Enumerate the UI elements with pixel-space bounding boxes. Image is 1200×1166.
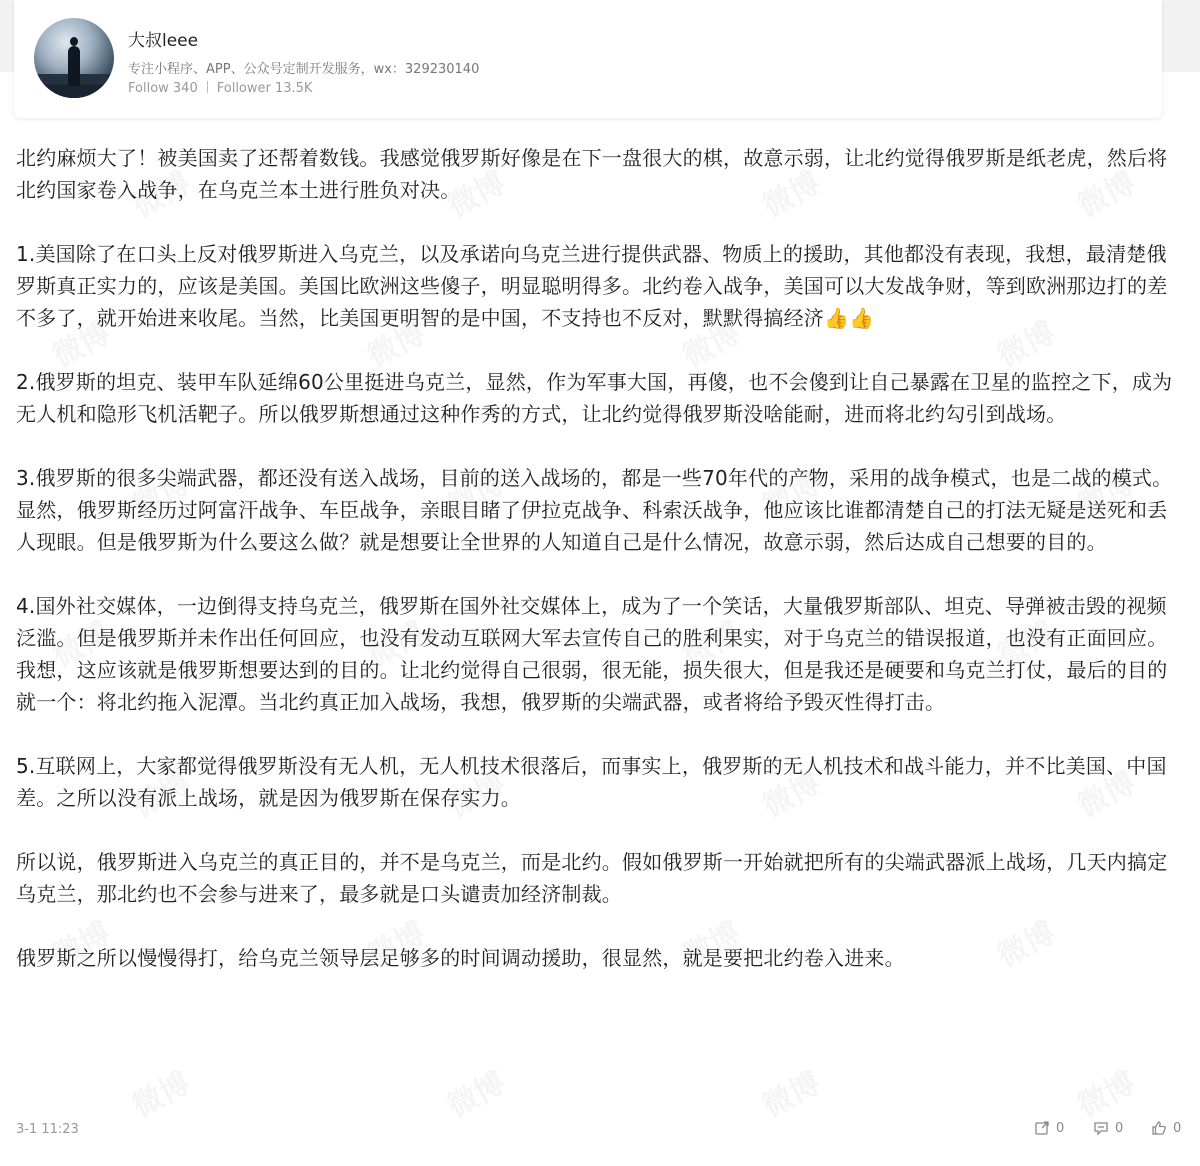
post-paragraph: 1.美国除了在口头上反对俄罗斯进入乌克兰，以及承诺向乌克兰进行提供武器、物质上的援助，其他都没有表现，我想，最清楚俄罗斯真正实力的，应该是美国。美国比欧洲这些傻子，明显聪明得多。北约卷入战争，美国可以大发战争财，等到欧洲那边打的差不多了，就开始进来收尾。当然，比美国更明智的是中国，不支持也不反对，默默得搞经济👍👍 [16,242,1168,330]
share-icon [1034,1120,1050,1136]
comment-count: 0 [1115,1120,1124,1136]
comment-button[interactable] [1093,1120,1123,1136]
post-footer [0,1118,1200,1146]
weibo-watermark [753,1058,827,1125]
weibo-watermark [438,1058,512,1125]
post-paragraph: 3.俄罗斯的很多尖端武器，都还没有送入战场，目前的送入战场的，都是一些70年代的产物，采用的战争模式，也是二战的模式。显然，俄罗斯经历过阿富汗战争、车臣战争，亲眼目睹了伊拉克战争、科索沃战争，他应该比谁都清楚自己的打法无疑是送死和丢人现眼。但是俄罗斯为什么要这么做？就是想要让全世界的人知道自己是什么情况，故意示弱，然后达成自己想要的目的。 [16,466,1173,554]
avatar[interactable] [34,18,114,98]
post-body [16,142,1176,974]
stats-divider [207,81,208,93]
post-paragraph: 俄罗斯之所以慢慢得打，给乌克兰领导层足够多的时间调动援助，很显然，就是要把北约卷入进来。 [16,946,905,970]
post-paragraph: 5.互联网上，大家都觉得俄罗斯没有无人机，无人机技术很落后，而事实上，俄罗斯的无人机技术和战斗能力，并不比美国、中国差。之所以没有派上战场，就是因为俄罗斯在保存实力。 [16,754,1167,810]
post-paragraph: 4.国外社交媒体，一边倒得支持乌克兰，俄罗斯在国外社交媒体上，成为了一个笑话，大量俄罗斯部队、坦克、导弹被击毁的视频泛滥。但是俄罗斯并未作出任何回应，也没有发动互联网大军去宣传自己的胜利果实，对于乌克兰的错误报道，也没有正面回应。我想，这应该就是俄罗斯想要达到的目的。让北约觉得自己很弱，很无能，损失很大，但是我还是硬要和乌克兰打仗，最后的目的就一个：将北约拖入泥潭。当北约真正加入战场，我想，俄罗斯的尖端武器，或者将给予毁灭性得打击。 [16,594,1168,714]
user-bio: 专注小程序、APP、公众号定制开发服务，wx：329230140 [128,62,480,77]
thumbs-up-icon [1151,1120,1167,1136]
user-stats [128,81,312,96]
avatar-person-silhouette [68,46,80,86]
post-paragraph: 所以说，俄罗斯进入乌克兰的真正目的，并不是乌克兰，而是北约。假如俄罗斯一开始就把所有的尖端武器派上战场，几天内搞定乌克兰，那北约也不会参与进来了，最多就是口头谴责加经济制裁。 [16,850,1168,906]
post-paragraph: 北约麻烦大了！被美国卖了还帮着数钱。我感觉俄罗斯好像是在下一盘很大的棋，故意示弱，让北约觉得俄罗斯是纸老虎，然后将北约国家卷入战争，在乌克兰本土进行胜负对决。 [16,146,1168,202]
follow-count[interactable]: Follow 340 [128,81,198,96]
profile-card [14,0,1162,118]
share-button[interactable] [1034,1120,1064,1136]
post-paragraph: 2.俄罗斯的坦克、装甲车队延绵60公里挺进乌克兰，显然，作为军事大国，再傻，也不会傻到让自己暴露在卫星的监控之下，成为无人机和隐形飞机活靶子。所以俄罗斯想通过这种作秀的方式，让北约觉得俄罗斯没啥能耐，进而将北约勾引到战场。 [16,370,1173,426]
user-name[interactable]: 大叔leee [128,31,199,51]
share-count: 0 [1056,1120,1065,1136]
like-count: 0 [1173,1120,1182,1136]
post-timestamp: 3-1 11:23 [16,1122,79,1137]
weibo-watermark [123,1058,197,1125]
weibo-watermark [1068,1058,1142,1125]
follower-count[interactable]: Follower 13.5K [216,81,313,96]
like-button[interactable] [1151,1120,1181,1136]
comment-icon [1093,1120,1109,1136]
